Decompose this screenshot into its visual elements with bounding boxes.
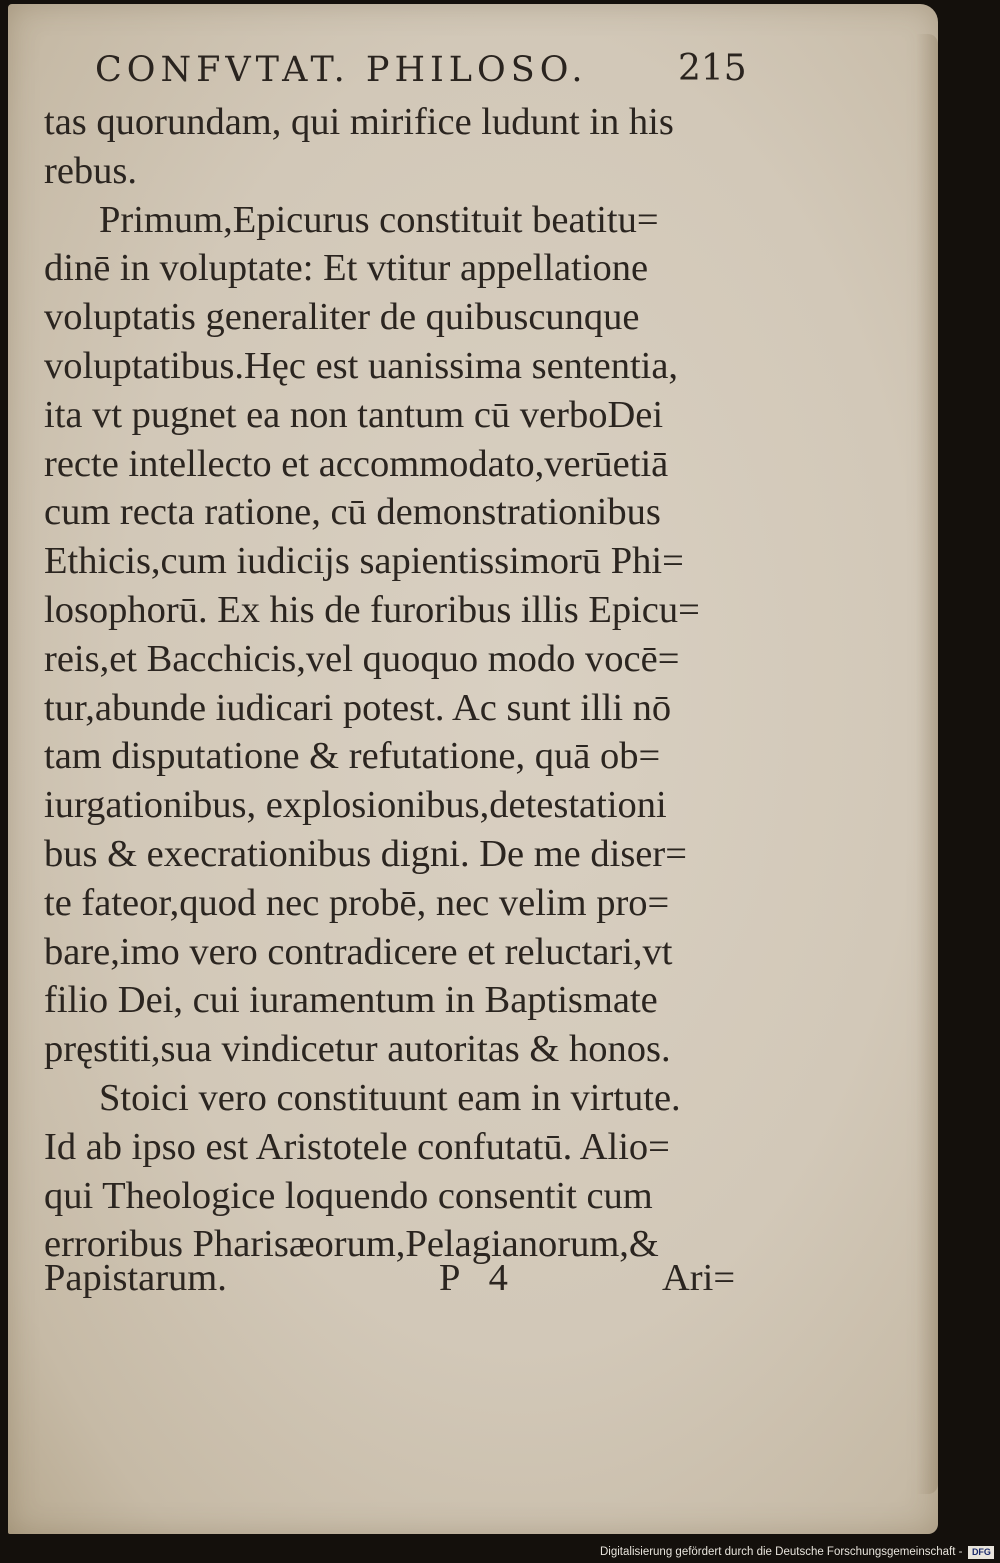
text-line: tur,abunde iudicari potest. Ac sunt illi nō: [44, 686, 672, 729]
text-line: losophorū. Ex his de furoribus illis Epicu=: [44, 588, 700, 631]
text-line: ita vt pugnet ea non tantum cū verboDei: [44, 393, 664, 436]
text-line: Stoici vero constituunt eam in virtute.: [99, 1076, 681, 1119]
text-line: dinē in voluptate: Et vtitur appellatione: [44, 247, 649, 290]
text-line: Ethicis,cum iudicijs sapientissimorū Phi=: [44, 540, 684, 583]
text-line: iurgationibus, explosionibus,detestationi: [44, 784, 667, 827]
signature-mark: P 4: [439, 1257, 508, 1299]
text-line: rebus.: [44, 149, 138, 192]
digitization-credit: [600, 1544, 994, 1560]
text-line: pręstiti,sua vindicetur autoritas & honos.: [44, 1028, 671, 1071]
final-text-line: Papistarum.: [44, 1257, 227, 1299]
page-footer: [44, 1256, 744, 1306]
page-edge-shadow: [916, 34, 938, 1494]
text-line: qui Theologice loquendo consentit cum: [44, 1174, 653, 1217]
text-line: reis,et Bacchicis,vel quoquo modo vocē=: [44, 637, 680, 680]
text-line: te fateor,quod nec probē, nec velim pro=: [44, 881, 670, 924]
text-line: erroribus Pharisæorum,Pelagianorum,&: [44, 1223, 659, 1266]
running-head-title: CONFVTAT. PHILOSO.: [95, 50, 588, 90]
text-line: Primum,Epicurus constituit beatitu=: [99, 198, 659, 241]
body-text: [44, 98, 744, 1269]
text-line: recte intellecto et accommodato,verūetiā: [44, 442, 669, 485]
text-line: voluptatis generaliter de quibuscunque: [44, 296, 640, 339]
catchword: Ari=: [662, 1257, 736, 1299]
text-line: Id ab ipso est Aristotele confutatū. Alio=: [44, 1125, 670, 1168]
text-line: tam disputatione & refutatione, quā ob=: [44, 735, 661, 778]
credit-text: Digitalisierung gefördert durch die Deutsche Forschungsgemeinschaft -: [600, 1546, 963, 1558]
text-line: bare,imo vero contradicere et reluctari,vt: [44, 930, 673, 973]
text-line: tas quorundam, qui mirifice ludunt in his: [44, 101, 674, 143]
text-line: filio Dei, cui iuramentum in Baptismate: [44, 979, 658, 1022]
dfg-logo: DFG: [968, 1546, 994, 1559]
text-line: voluptatibus.Hęc est uanissima sententia,: [44, 344, 679, 387]
text-line: cum recta ratione, cū demonstrationibus: [44, 491, 661, 534]
page-number: 215: [678, 48, 747, 89]
text-line: bus & execrationibus digni. De me diser=: [44, 832, 687, 875]
